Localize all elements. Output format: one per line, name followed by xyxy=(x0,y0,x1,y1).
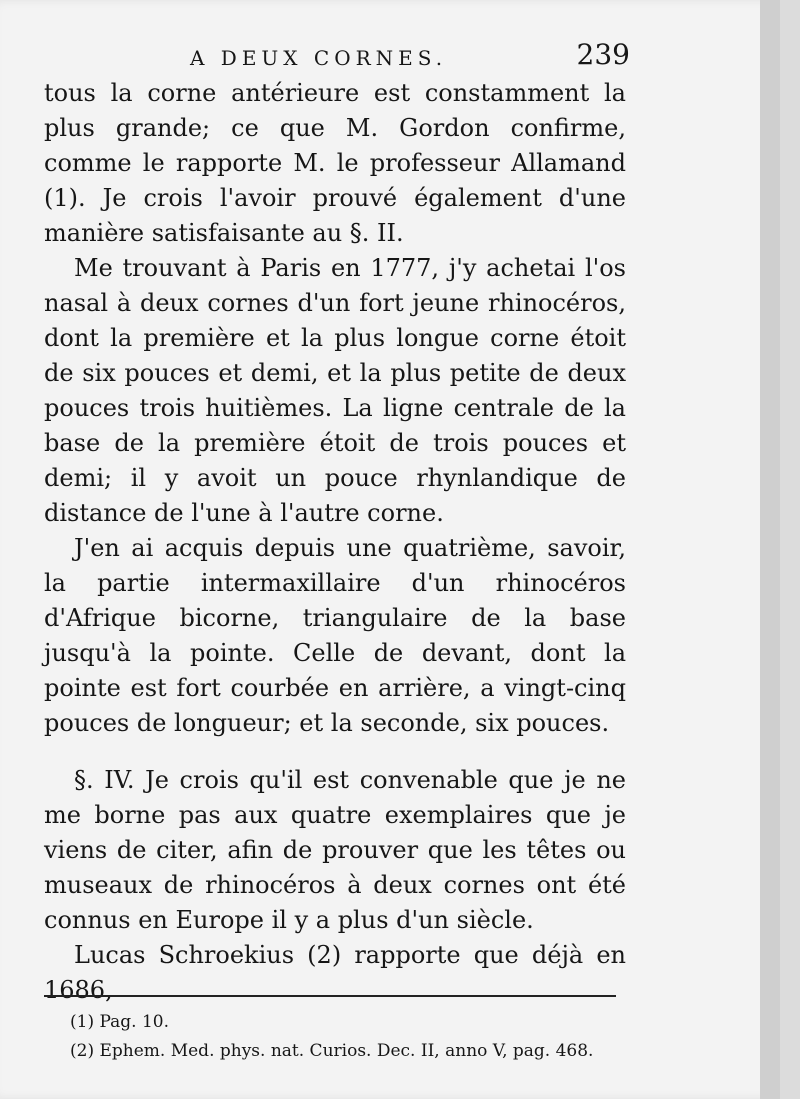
paragraph-schroekius: Lucas Schroekius (2) rapporte que déjà en 1686, xyxy=(44,941,626,1004)
page-number: 239 xyxy=(576,38,630,71)
paragraph-paris-1777: Me trouvant à Paris en 1777, j'y achetai l'os nasal à deux cornes d'un fort jeune rhinocéros, dont la première et la plus longue corne étoit de six pouces et demi, et la plus petite de deux pouces trois huitièmes. La ligne centrale de la base de la première étoit de trois pouces et demi; il y avoit un pouce rhynlandique de distance de l'une à l'autre corne. xyxy=(44,254,626,527)
footnote-1: (1) Pag. 10. xyxy=(70,1012,170,1032)
page-edge xyxy=(760,0,780,1099)
footnote-2: (2) Ephem. Med. phys. nat. Curios. Dec. II, anno V, pag. 468. xyxy=(70,1041,594,1061)
running-head: A DEUX CORNES. xyxy=(190,46,448,70)
page-header xyxy=(40,38,630,78)
paragraph-section-iv: §. IV. Je crois qu'il est convenable que je ne me borne pas aux quatre exemplaires que je viens de citer, afin de prouver que les têtes ou museaux de rhinocéros à deux cornes ont été connus en Europe il y a plus d'un siècle. xyxy=(44,766,626,934)
footnote-rule xyxy=(44,995,616,997)
paragraph-continuation: tous la corne antérieure est constamment la plus grande; ce que M. Gordon confirme, comme le rapporte M. le professeur Allamand (1). Je crois l'avoir prouvé également d'une manière satisfaisante au §. II. xyxy=(44,79,626,247)
footnotes xyxy=(70,1008,630,1066)
paragraph-fourth-specimen: J'en ai acquis depuis une quatrième, savoir, la partie intermaxillaire d'un rhinocéros d'Afrique bicorne, triangulaire de la base jusqu'à la pointe. Celle de devant, dont la pointe est fort courbée en arrière, a vingt-cinq pouces de longueur; et la seconde, six pouces. xyxy=(44,534,626,737)
body-text xyxy=(44,76,626,1008)
